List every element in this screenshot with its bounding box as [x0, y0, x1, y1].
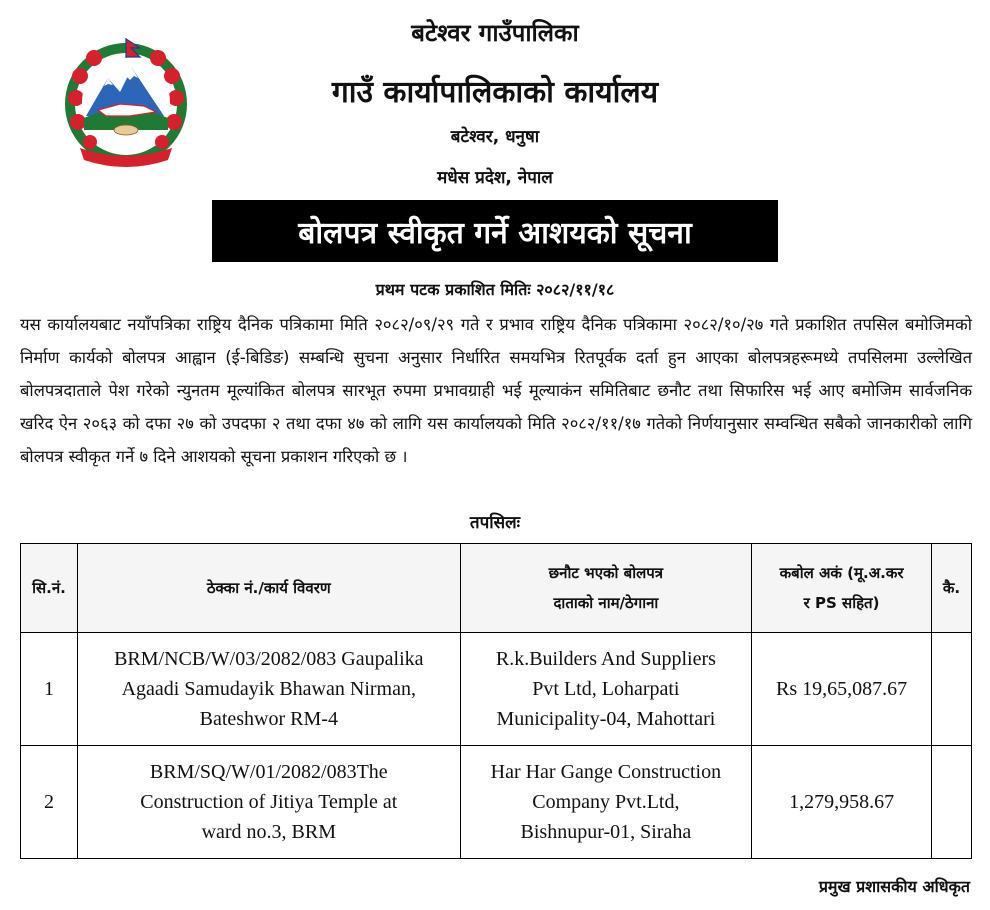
row-contract — [77, 746, 460, 859]
bidder-line: Har Har Gange Construction — [490, 761, 722, 783]
header-bidder-line: दाताको नाम/ठेगाना — [553, 594, 659, 612]
header-amount-line: कबोल अकं (मू.अ.कर — [779, 564, 904, 582]
header-remarks: कै. — [931, 544, 971, 633]
row-serial-number: 2 — [21, 746, 78, 859]
row-amount: Rs 19,65,087.67 — [752, 633, 932, 746]
contract-line: BRM/SQ/W/01/2082/083The — [149, 761, 388, 783]
row-remarks — [931, 633, 971, 746]
award-table — [20, 543, 972, 859]
header-bidder-line: छनौट भएको बोलपत्र — [548, 564, 664, 582]
row-bidder — [460, 633, 752, 746]
header-amount-line: र PS सहित) — [803, 594, 880, 612]
signatory-title: प्रमुख प्रशासकीय अधिकृत — [818, 877, 970, 896]
contract-line: BRM/NCB/W/03/2082/083 Gaupalika — [114, 648, 424, 670]
row-amount: 1,279,958.67 — [752, 746, 932, 859]
office-name: गाउँ कार्यापालिकाको कार्यालय — [331, 75, 659, 110]
notice-body: यस कार्यालयबाट नयाँपत्रिका राष्ट्रिय दैनिक पत्रिकामा मिति २०८२/०९/२९ गते र प्रभाव राष्ट्रिय दैनिक पत्रिकामा २०८२/१०/२७ गते प्रकाशित तपसिल बमोजिमको निर्माण कार्यको बोलपत्र आह्वान (ई-बिडिङ) सम्बन्धि सुचना अनुसार निर्धारित समयभित्र रितपूर्वक दर्ता हुन आएका बोलपत्रहरूमध्ये तपसिलमा उल्लेखित बोलपत्रदाताले पेश गरेको न्युनतम मूल्यांकित बोलपत्र सारभूत रुपमा प्रभावग्राही भई मूल्याकंन समितिबाट छनौट तथा सिफारिस भई आए बमोजिम सार्वजनिक खरिद ऐन २०६३ को दफा २७ को उपदफा २ तथा दफा ४७ को लागि यस कार्यालयको मिति २०८२/११/१७ गतेको निर्णयानुसार सम्वन्धित सबैको जानकारीको लागि बोलपत्र स्वीकृत गर्ने ७ दिने आशयको सूचना प्रकाशन गरिएको छ । — [20, 315, 972, 466]
schedule-label: तपसिलः — [469, 513, 521, 533]
bidder-line: Company Pvt.Ltd, — [532, 791, 680, 813]
row-contract — [77, 633, 460, 746]
bidder-line: Pvt Ltd, Loharpati — [532, 678, 680, 700]
office-address: बटेश्वर, धनुषा — [450, 127, 540, 147]
bidder-line: Bishnupur-01, Siraha — [520, 821, 692, 843]
contract-line: ward no.3, BRM — [201, 821, 337, 843]
office-province: मधेस प्रदेश, नेपाल — [437, 168, 553, 188]
municipality-name: बटेश्वर गाउँपालिका — [411, 19, 579, 47]
header-bidder — [460, 544, 752, 633]
contract-line: Bateshwor RM-4 — [199, 708, 338, 730]
row-serial-number: 1 — [21, 633, 78, 746]
notice-title: बोलपत्र स्वीकृत गर्ने आशयको सूचना — [212, 200, 778, 262]
bidder-line: R.k.Builders And Suppliers — [495, 648, 716, 670]
publication-date: प्रथम पटक प्रकाशित मितिः २०८२/११/१८ — [375, 280, 615, 299]
contract-line: Agaadi Samudayik Bhawan Nirman, — [121, 678, 416, 700]
bidder-line: Municipality-04, Mahottari — [496, 708, 716, 730]
table-row — [21, 746, 972, 859]
contract-line: Construction of Jitiya Temple at — [140, 791, 398, 813]
row-bidder — [460, 746, 752, 859]
table-row — [21, 633, 972, 746]
table-header-row — [21, 544, 972, 633]
header-contract: ठेक्का नं./कार्य विवरण — [77, 544, 460, 633]
row-remarks — [931, 746, 971, 859]
header-serial-number: सि.नं. — [21, 544, 78, 633]
header-amount — [752, 544, 932, 633]
